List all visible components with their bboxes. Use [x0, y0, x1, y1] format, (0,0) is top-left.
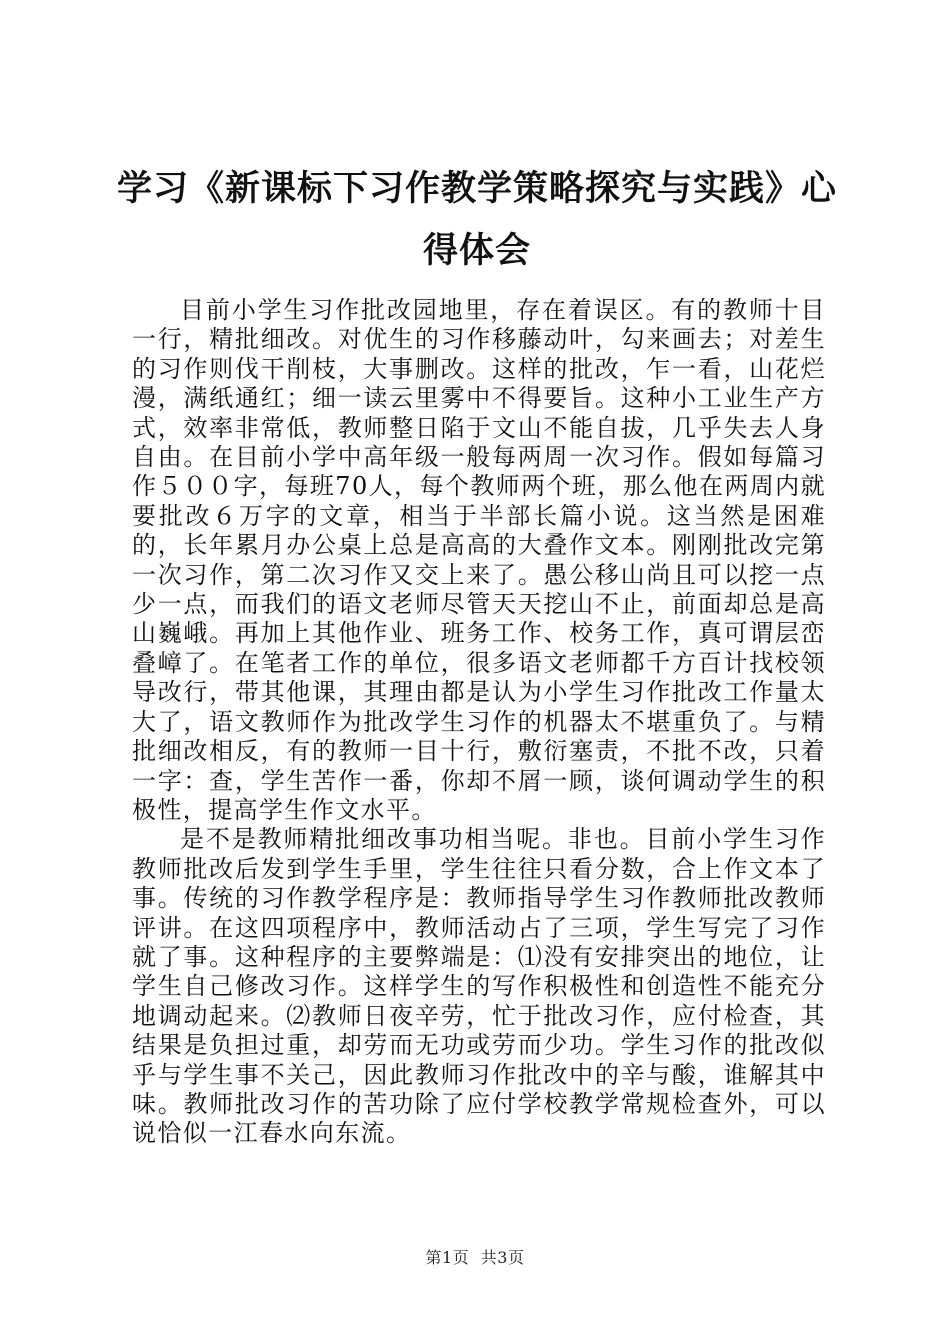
page-total: 共3页	[480, 1248, 525, 1267]
paragraph-1: 目前小学生习作批改园地里，存在着误区。有的教师十目一行，精批细改。对优生的习作移藤动叶，勾来画去；对差生的习作则伐干削枝，大事删改。这样的批改，乍一看，山花烂漫，满纸通红；细一读云里雾中不得要旨。这种小工业生产方式，效率非常低，教师整日陷于文山不能自拔，几乎失去人身自由。在目前小学中高年级一般每两周一次习作。假如每篇习作５００字，每班70人，每个教师两个班，那么他在两周内就要批改６万字的文章，相当于半部长篇小说。这当然是困难的，长年累月办公桌上总是高高的大叠作文本。刚刚批改完第一次习作，第二次习作又交上来了。愚公移山尚且可以挖一点少一点，而我们的语文老师尽管天天挖山不止，前面却总是高山巍峨。再加上其他作业、班务工作、校务工作，真可谓层峦叠嶂了。在笔者工作的单位，很多语文老师都千方百计找校领导改行，带其他课，其理由都是认为小学生习作批改工作量太大了，语文教师作为批改学生习作的机器太不堪重负了。与精批细改相反，有的教师一目十行，敷衍塞责，不批不改，只着一字：查，学生苦作一番，你却不屑一顾，谈何调动学生的积极性，提高学生作文水平。	[132, 296, 826, 824]
page-number: 第1页	[425, 1248, 470, 1267]
paragraph-2: 是不是教师精批细改事功相当呢。非也。目前小学生习作教师批改后发到学生手里，学生往往只看分数，合上作文本了事。传统的习作教学程序是：教师指导学生习作教师批改教师评讲。在这四项程序中，教师活动占了三项，学生写完了习作就了事。这种程序的主要弊端是：⑴没有安排突出的地位，让学生自己修改习作。这样学生的写作积极性和创造性不能充分地调动起来。⑵教师日夜辛劳，忙于批改习作，应付检查，其结果是负担过重，却劳而无功或劳而少功。学生习作的批改似乎与学生事不关己，因此教师习作批改中的辛与酸，谁解其中味。教师批改习作的苦功除了应付学校教学常规检查外，可以说恰似一江春水向东流。	[132, 825, 826, 1148]
page-footer	[0, 1245, 950, 1268]
document-body	[132, 296, 826, 1149]
document-title: 学习《新课标下习作教学策略探究与实践》心得体会	[116, 169, 837, 271]
